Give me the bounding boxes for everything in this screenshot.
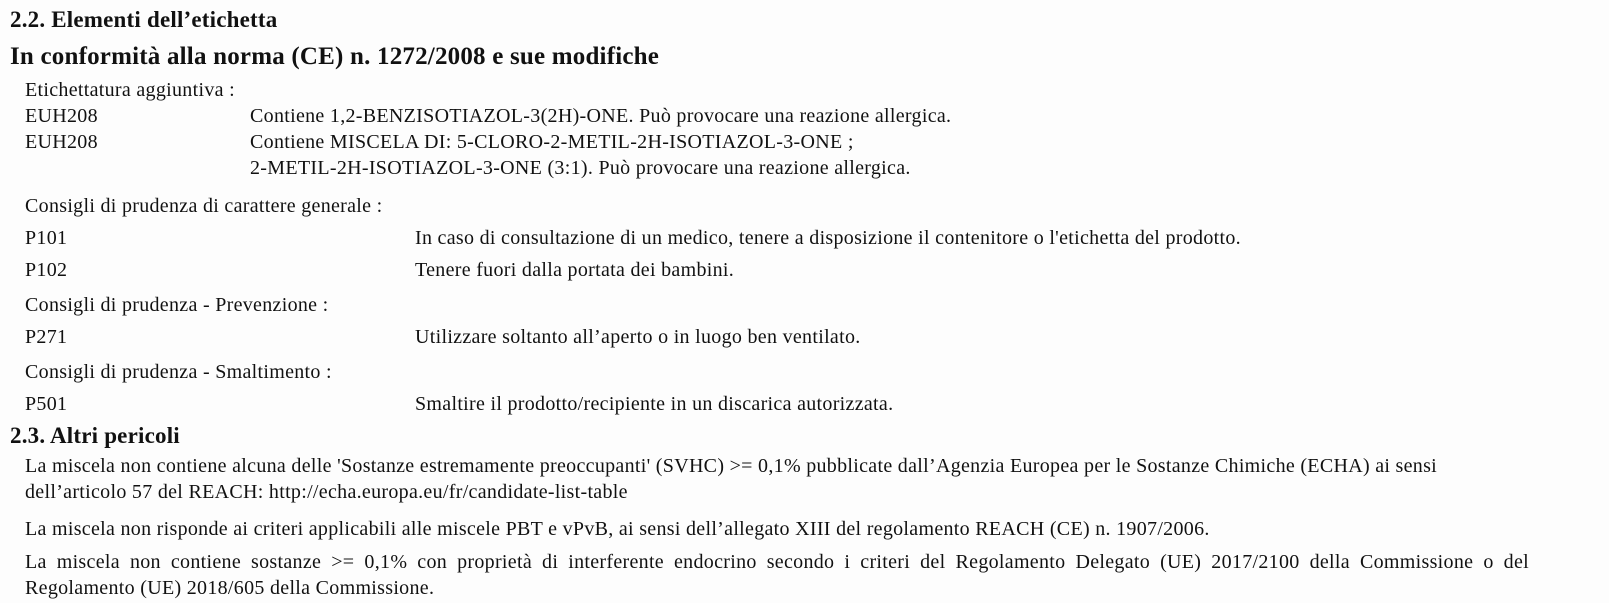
precaution-code: P271 bbox=[25, 326, 68, 348]
precaution-code: P501 bbox=[25, 393, 68, 415]
precaution-text: Smaltire il prodotto/recipiente in un discarica autorizzata. bbox=[415, 393, 894, 415]
euh-statement-text: Contiene 1,2-BENZISOTIAZOL-3(2H)-ONE. Può provocare una reazione allergica. bbox=[250, 105, 952, 127]
other-hazards-paragraph-svhc: La miscela non contiene alcuna delle 'Sostanze estremamente preoccupanti' (SVHC) >= 0,1% pubblicate dall’Agenzia Europea per le Sostanze Chimiche (ECHA) ai sensi dell’articolo 57 del REACH: http://echa.europa.eu/fr/candidate-list-table bbox=[25, 455, 1438, 503]
section-2-2-title: 2.2. Elementi dell’etichetta bbox=[10, 7, 278, 32]
section-2-3-body bbox=[10, 453, 1609, 601]
euh-statement-row bbox=[25, 129, 1529, 181]
precaution-statement-row bbox=[25, 226, 1529, 251]
precaution-text: In caso di consultazione di un medico, tenere a disposizione il contenitore o l'etichetta del prodotto. bbox=[415, 227, 1241, 249]
euh-code: EUH208 bbox=[25, 131, 98, 153]
precaution-statement-row bbox=[25, 325, 1529, 350]
section-2-3-title: 2.3. Altri pericoli bbox=[10, 423, 180, 448]
other-hazards-paragraph-pbt: La miscela non risponde ai criteri applicabili alle miscele PBT e vPvB, ai sensi dell’allegato XIII del regolamento REACH (CE) n. 1907/2006. bbox=[25, 518, 1210, 540]
precaution-group-heading-general: Consigli di prudenza di carattere generale : bbox=[25, 195, 383, 217]
precaution-statement-row bbox=[25, 392, 1529, 417]
precaution-code: P102 bbox=[25, 259, 68, 281]
precaution-code: P101 bbox=[25, 227, 68, 249]
euh-statement-text bbox=[250, 129, 1529, 181]
additional-labelling-label: Etichettatura aggiuntiva : bbox=[25, 79, 235, 101]
euh-statement-line: Contiene MISCELA DI: 5-CLORO-2-METIL-2H-ISOTIAZOL-3-ONE ; bbox=[250, 131, 854, 153]
clp-conformity-subtitle: In conformità alla norma (CE) n. 1272/2008 e sue modifiche bbox=[10, 43, 660, 70]
euh-statement-row bbox=[25, 103, 1529, 129]
other-hazards-paragraph-endocrine: La miscela non contiene sostanze >= 0,1% con proprietà di interferente endocrino secondo i criteri del Regolamento Delegato (UE) 2017/2100 della Commissione o del Regolamento (UE) 2018/605 della Commissione. bbox=[25, 551, 1529, 599]
section-2-2-body bbox=[10, 77, 1609, 417]
precaution-statement-row bbox=[25, 258, 1529, 283]
precaution-group-heading-disposal: Consigli di prudenza - Smaltimento : bbox=[25, 361, 332, 383]
precaution-text: Tenere fuori dalla portata dei bambini. bbox=[415, 259, 735, 281]
precaution-text: Utilizzare soltanto all’aperto o in luogo ben ventilato. bbox=[415, 326, 861, 348]
precaution-group-heading-prevention: Consigli di prudenza - Prevenzione : bbox=[25, 294, 329, 316]
euh-statement-line: 2-METIL-2H-ISOTIAZOL-3-ONE (3:1). Può provocare una reazione allergica. bbox=[250, 157, 911, 179]
euh-code: EUH208 bbox=[25, 105, 98, 127]
